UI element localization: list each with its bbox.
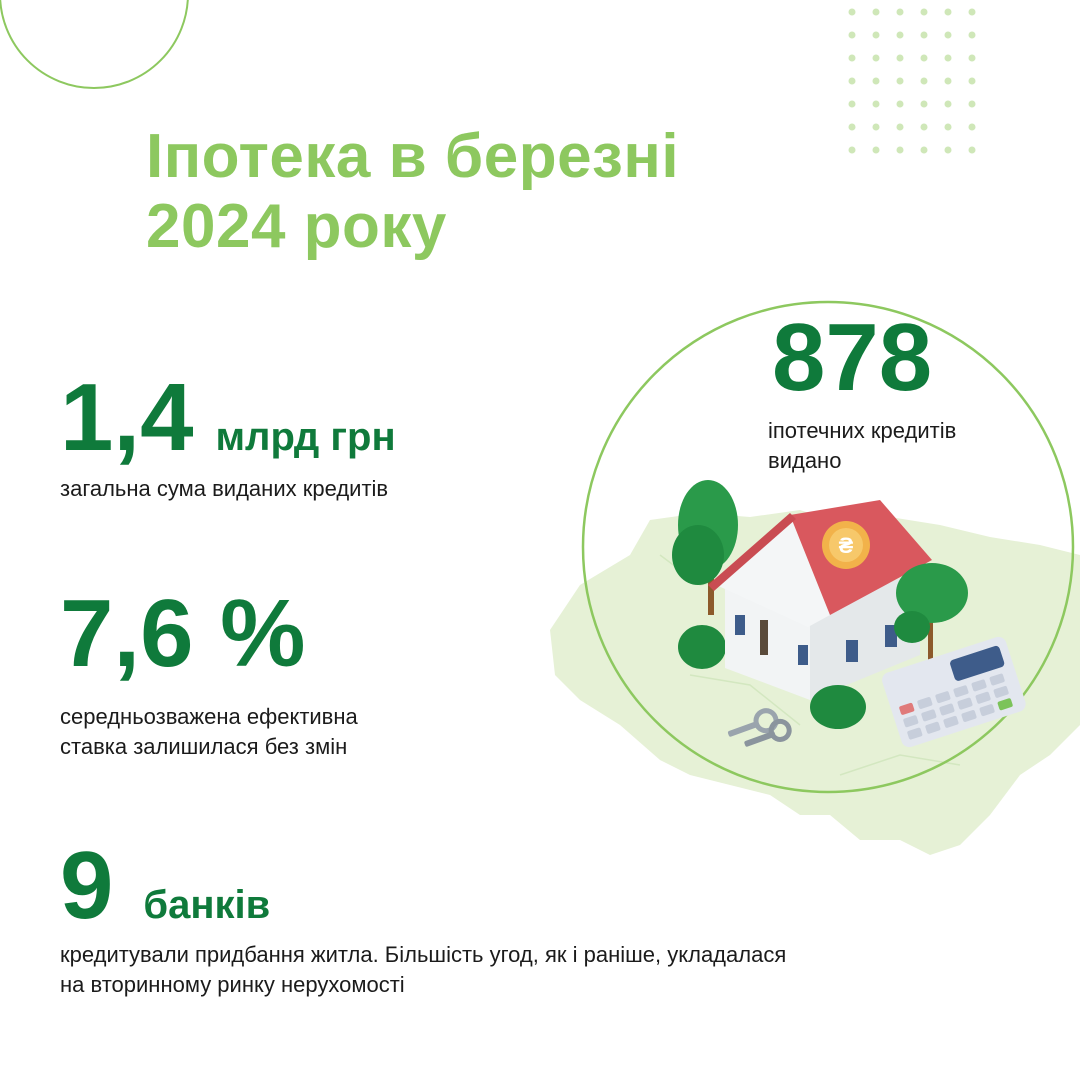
decor-dot bbox=[945, 55, 952, 62]
decor-dot bbox=[945, 78, 952, 85]
stat-banks-desc bbox=[60, 940, 1000, 1000]
stat-banks-desc-line-1: кредитували придбання житла. Більшість угод, як і раніше, укладалася bbox=[60, 942, 787, 967]
stat-loan-amount-value: 1,4 bbox=[60, 364, 194, 471]
stat-loans-issued-value: 878 bbox=[772, 304, 933, 411]
decor-dot bbox=[945, 32, 952, 39]
stat-rate-value: 7,6 % bbox=[60, 580, 306, 687]
decorative-circle-top bbox=[0, 0, 200, 120]
stat-loans-issued-desc-line-1: іпотечних кредитів bbox=[768, 418, 957, 443]
title-line-2: 2024 року bbox=[146, 192, 447, 261]
decor-dot bbox=[873, 9, 880, 16]
decor-dot bbox=[969, 32, 976, 39]
decor-dot bbox=[897, 9, 904, 16]
stat-rate-desc-line-2: ставка залишилася без змін bbox=[60, 734, 348, 759]
decor-dot bbox=[921, 124, 928, 131]
decor-dot bbox=[897, 32, 904, 39]
decor-dot bbox=[969, 124, 976, 131]
decor-dot bbox=[921, 55, 928, 62]
decor-dot bbox=[873, 124, 880, 131]
stat-loan-amount-unit: млрд грн bbox=[215, 415, 396, 459]
stat-loans-issued bbox=[772, 304, 933, 411]
title-line-1: Іпотека в березні bbox=[146, 122, 680, 191]
stat-loans-issued-desc-line-2: видано bbox=[768, 448, 842, 473]
stat-loan-amount-desc bbox=[60, 474, 388, 504]
decor-dot bbox=[921, 9, 928, 16]
stat-banks-value: 9 bbox=[60, 832, 114, 939]
decor-dot bbox=[873, 147, 880, 154]
decor-dot bbox=[897, 55, 904, 62]
stat-loan-amount bbox=[60, 364, 396, 471]
decor-dot bbox=[945, 124, 952, 131]
decor-dot bbox=[969, 78, 976, 85]
stat-loans-issued-desc bbox=[768, 416, 1038, 476]
decor-dot bbox=[873, 32, 880, 39]
decor-dot bbox=[921, 147, 928, 154]
dot-grid-decoration bbox=[840, 0, 990, 165]
decor-dot bbox=[969, 101, 976, 108]
decor-dot bbox=[969, 55, 976, 62]
decor-dot bbox=[873, 55, 880, 62]
stat-rate bbox=[60, 580, 306, 687]
decor-dot bbox=[945, 147, 952, 154]
decor-dot bbox=[969, 9, 976, 16]
decor-dot bbox=[969, 147, 976, 154]
decor-dot bbox=[897, 124, 904, 131]
decor-dot bbox=[873, 78, 880, 85]
decor-dot bbox=[945, 101, 952, 108]
decor-dot bbox=[849, 124, 856, 131]
decor-dot bbox=[849, 55, 856, 62]
decor-dot bbox=[849, 147, 856, 154]
decor-dot bbox=[897, 101, 904, 108]
stat-banks bbox=[60, 832, 271, 939]
decor-dot bbox=[897, 147, 904, 154]
coin-symbol: ₴ bbox=[838, 533, 854, 558]
decor-dot bbox=[849, 32, 856, 39]
decor-dot bbox=[921, 101, 928, 108]
decor-dot bbox=[849, 101, 856, 108]
page-title bbox=[146, 122, 766, 262]
decor-dot bbox=[897, 78, 904, 85]
stat-rate-desc bbox=[60, 702, 358, 762]
decor-dot bbox=[945, 9, 952, 16]
decor-dot bbox=[849, 78, 856, 85]
decor-dot bbox=[921, 78, 928, 85]
decor-dot bbox=[849, 9, 856, 16]
decor-dot bbox=[873, 101, 880, 108]
decor-dot bbox=[921, 32, 928, 39]
stat-banks-desc-line-2: на вторинному ринку нерухомості bbox=[60, 972, 405, 997]
stat-loan-amount-desc-line: загальна сума виданих кредитів bbox=[60, 476, 389, 501]
stat-rate-desc-line-1: середньозважена ефективна bbox=[60, 704, 358, 729]
stat-banks-unit: банків bbox=[143, 883, 271, 927]
